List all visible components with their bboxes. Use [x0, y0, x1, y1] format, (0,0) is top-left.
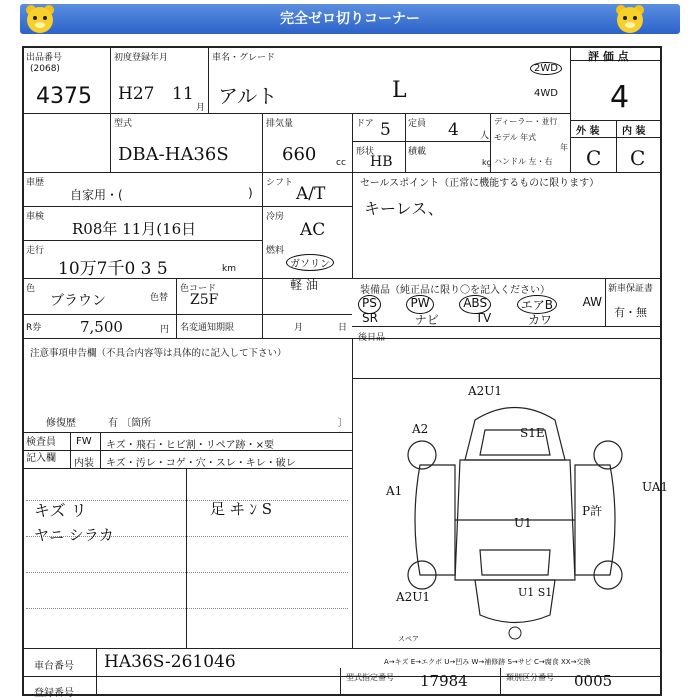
aircon-value: AC [300, 220, 326, 240]
interior-items: キズ・汚レ・コゲ・穴・スレ・キレ・破レ [106, 458, 296, 469]
color-label: 色 [26, 284, 36, 294]
equip-sr: SR [362, 311, 378, 325]
capacity-unit: 人 [480, 131, 490, 141]
bear-mascot-icon [22, 2, 58, 36]
color-value: ブラウン [50, 293, 106, 309]
shape-label: 形状 [356, 147, 375, 157]
equipment-row-2 [362, 311, 552, 328]
shift-value: A/T [296, 184, 326, 204]
lot-sub-number: (2068) [30, 64, 60, 74]
category-label: 車歴 [26, 178, 45, 188]
drive-4wd-option: 4WD [534, 88, 558, 99]
handwritten-note-2: ヤニ シラカ [34, 526, 114, 544]
door-label: ドア [356, 119, 374, 129]
aircon-label: 冷房 [266, 212, 285, 222]
inspector-label: 検査員 記入欄 [26, 437, 56, 464]
displacement-unit: cc [336, 158, 346, 168]
model-name: アルト [218, 84, 278, 108]
sales-point-label: セールスポイント（正常に機能するものに限ります） [360, 178, 600, 189]
shape-value: HB [370, 154, 393, 170]
damage-mark-p: P許 [582, 504, 603, 518]
repair-history-label: 修復歴 [46, 418, 76, 429]
drive-2wd-option: 2WD [530, 62, 562, 75]
damage-mark-u1-s1: U1 S1 [518, 586, 553, 599]
color-code-value: Z5F [190, 292, 219, 308]
damage-legend: A→キズ E→エクボ U→凹み W→補修跡 S→サビ C→腐食 XX→交換 [384, 658, 591, 666]
load-label: 積載 [408, 147, 427, 157]
cert-number-label: 型式指定番号 [346, 673, 394, 682]
page-banner: 完全ゼロ切りコーナー [20, 4, 680, 34]
lot-number: 4375 [36, 84, 92, 109]
equip-tv: TV [475, 311, 492, 325]
exterior-label: 外 装 [576, 126, 600, 137]
interior-label: 内 装 [622, 126, 646, 137]
capacity-label: 定員 [408, 119, 427, 129]
handwritten-note-1: キズ リ [34, 501, 87, 520]
damage-mark-a2: A2 [412, 422, 429, 436]
inspection-value: R08年 11月(16日 [72, 220, 197, 238]
recycle-label: R券 [26, 323, 42, 333]
category-number-value: 0005 [574, 672, 613, 690]
damage-mark-u1: U1 [514, 516, 532, 530]
dealer-label: ディーラー・並行 [494, 117, 558, 126]
equip-leather: カワ [527, 313, 552, 327]
mileage-label: 走行 [26, 246, 45, 256]
load-unit: kg [482, 158, 492, 167]
chassis-label: 車台番号 [34, 661, 74, 672]
equip-ps: PS [358, 295, 381, 314]
rating-label: 評 価 点 [588, 50, 629, 63]
category-number-label: 類別区分番号 [506, 673, 554, 682]
equip-pw: PW [406, 295, 433, 314]
displacement-value: 660 [282, 144, 317, 165]
recycle-unit: 円 [160, 325, 170, 335]
registration-label: 登録番号 [34, 688, 74, 699]
damage-mark-s1e: S1E [520, 426, 545, 440]
capacity-value: 4 [448, 120, 459, 140]
spare-label: スペア [398, 635, 419, 643]
first-registration-month: 11 [172, 84, 194, 104]
category-value: 自家用・( [70, 188, 123, 202]
fuel-label: 燃料 [266, 246, 285, 256]
exterior-grade: C [586, 146, 602, 170]
first-registration-label: 初度登録年月 [114, 53, 169, 63]
model-name-label: 車名・グレード [212, 53, 276, 63]
mileage-unit: km [222, 264, 236, 274]
declaration-label: 注意事項申告欄（不具合内容等は具体的に記入して下さい） [30, 348, 287, 359]
warranty-value: 有・無 [614, 306, 647, 319]
handwritten-note-3: 足 ヰ ﾝ S [210, 500, 273, 518]
chassis-value: HA36S-261046 [104, 652, 236, 672]
fuel-gasoline-option: ガソリン [286, 254, 334, 271]
recycle-value: 7,500 [80, 318, 123, 336]
interior-row-label: 内装 [74, 458, 94, 469]
equip-navi: ナビ [414, 313, 439, 327]
lot-number-label: 出品番号 [26, 53, 63, 63]
category-close-paren: ) [248, 186, 253, 200]
model-year-unit: 年 [560, 143, 568, 152]
mileage-value: 10万7千0 3 5 [58, 259, 168, 279]
fuel-diesel-option: 軽 油 [290, 278, 318, 292]
color-code-label: 色コード [180, 284, 217, 294]
door-value: 5 [380, 120, 391, 140]
bear-mascot-icon [612, 2, 648, 36]
damage-mark-a2u1-top: A2U1 [468, 384, 503, 398]
new-car-warranty-label: 新車保証書 [608, 284, 654, 294]
handle-label: ハンドル 左・右 [494, 157, 553, 166]
damage-mark-a2u1-bottom: A2U1 [396, 590, 431, 604]
model-year-label: モデル 年式 [494, 133, 537, 142]
color-change-label: 色替 [150, 293, 169, 303]
repair-bracket-close: 〕 [338, 418, 348, 429]
equipment-label: 装備品（純正品に限り〇を記入ください） [360, 285, 550, 296]
overall-rating: 4 [610, 80, 630, 115]
name-change-day: 日 [338, 323, 348, 333]
equip-aw: AW [582, 295, 602, 309]
rear-seat-label: 後日品 [358, 333, 386, 343]
first-registration-year: H27 [118, 84, 155, 104]
repair-history-value: 有 〔箇所 [108, 418, 152, 429]
name-change-label: 名変通知期限 [180, 323, 235, 333]
damage-mark-ua1: UA1 [642, 480, 669, 494]
equip-abs: ABS [459, 295, 491, 314]
equip-airbag: エアB [517, 295, 557, 314]
grade: L [392, 78, 407, 103]
name-change-month: 月 [294, 323, 304, 333]
month-unit: 月 [196, 103, 206, 113]
interior-grade: C [630, 146, 646, 170]
sales-point-value: キーレス、 [364, 199, 444, 218]
damage-mark-a1: A1 [386, 484, 403, 498]
type-label: 型式 [114, 119, 133, 129]
displacement-label: 排気量 [266, 119, 294, 129]
cert-number-value: 17984 [420, 672, 468, 690]
fw-items: キズ・飛石・ヒビ割・リペア跡・×要 [106, 440, 274, 451]
fw-label: FW [76, 436, 92, 447]
shift-label: シフト [266, 178, 294, 188]
type-value: DBA-HA36S [118, 144, 229, 165]
inspection-label: 車検 [26, 212, 45, 222]
